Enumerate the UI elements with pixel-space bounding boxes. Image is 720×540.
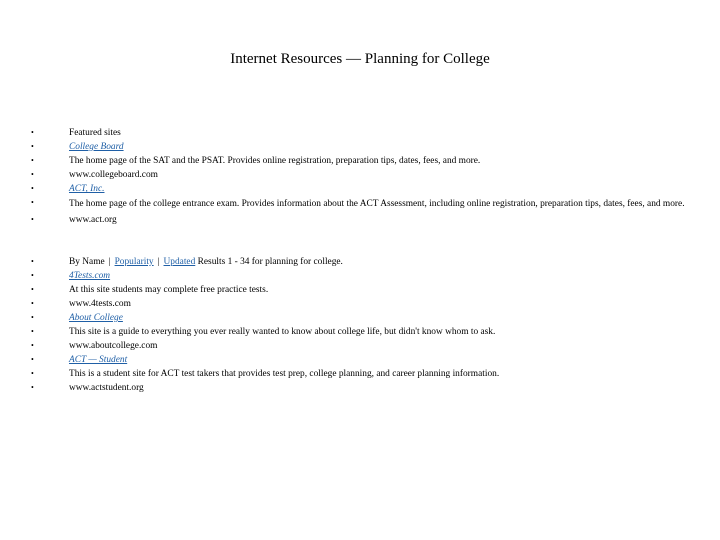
list-item	[30, 182, 690, 196]
college-board-link[interactable]: College Board	[69, 142, 124, 152]
results-summary: Results 1 - 34 for planning for college.	[197, 257, 343, 267]
about-college-link[interactable]: About College	[69, 313, 123, 323]
site-url: • www.aboutcollege.com	[30, 339, 690, 353]
featured-heading: • Featured sites	[30, 126, 690, 140]
featured-sites-list	[30, 126, 690, 227]
site-url: • www.collegeboard.com	[30, 168, 690, 182]
separator: |	[108, 257, 111, 267]
act-student-link[interactable]: ACT — Student	[69, 355, 128, 365]
site-description: • At this site students may complete free practice tests.	[30, 283, 690, 297]
list-item	[30, 269, 690, 283]
site-description: • This is a student site for ACT test takers that provides test prep, college planning, and career planning information.	[30, 367, 690, 381]
sort-popularity-link[interactable]: Popularity	[114, 257, 154, 267]
act-inc-link[interactable]: ACT, Inc.	[69, 184, 105, 194]
site-url: • www.act.org	[30, 213, 690, 227]
list-item	[30, 311, 690, 325]
separator: |	[157, 257, 160, 267]
list-item	[30, 353, 690, 367]
list-item	[30, 140, 690, 154]
sort-bar	[30, 255, 690, 269]
4tests-link[interactable]: 4Tests.com	[69, 271, 111, 281]
sort-by-name-label: By Name	[69, 257, 105, 267]
site-url: • www.actstudent.org	[30, 381, 690, 395]
search-results-list	[30, 255, 690, 395]
site-url: • www.4tests.com	[30, 297, 690, 311]
sort-updated-link[interactable]: Updated	[163, 257, 196, 267]
site-description: • This site is a guide to everything you ever really wanted to know about college life, but didn't know whom to ask.	[30, 325, 690, 339]
site-description: • The home page of the SAT and the PSAT. Provides online registration, preparation tips, dates, fees, and more.	[30, 154, 690, 168]
site-description: • The home page of the college entrance exam. Provides information about the ACT Assessment, including online registration, preparation tips, dates, fees, and more.	[30, 196, 690, 213]
page-title: Internet Resources — Planning for College	[230, 51, 490, 67]
